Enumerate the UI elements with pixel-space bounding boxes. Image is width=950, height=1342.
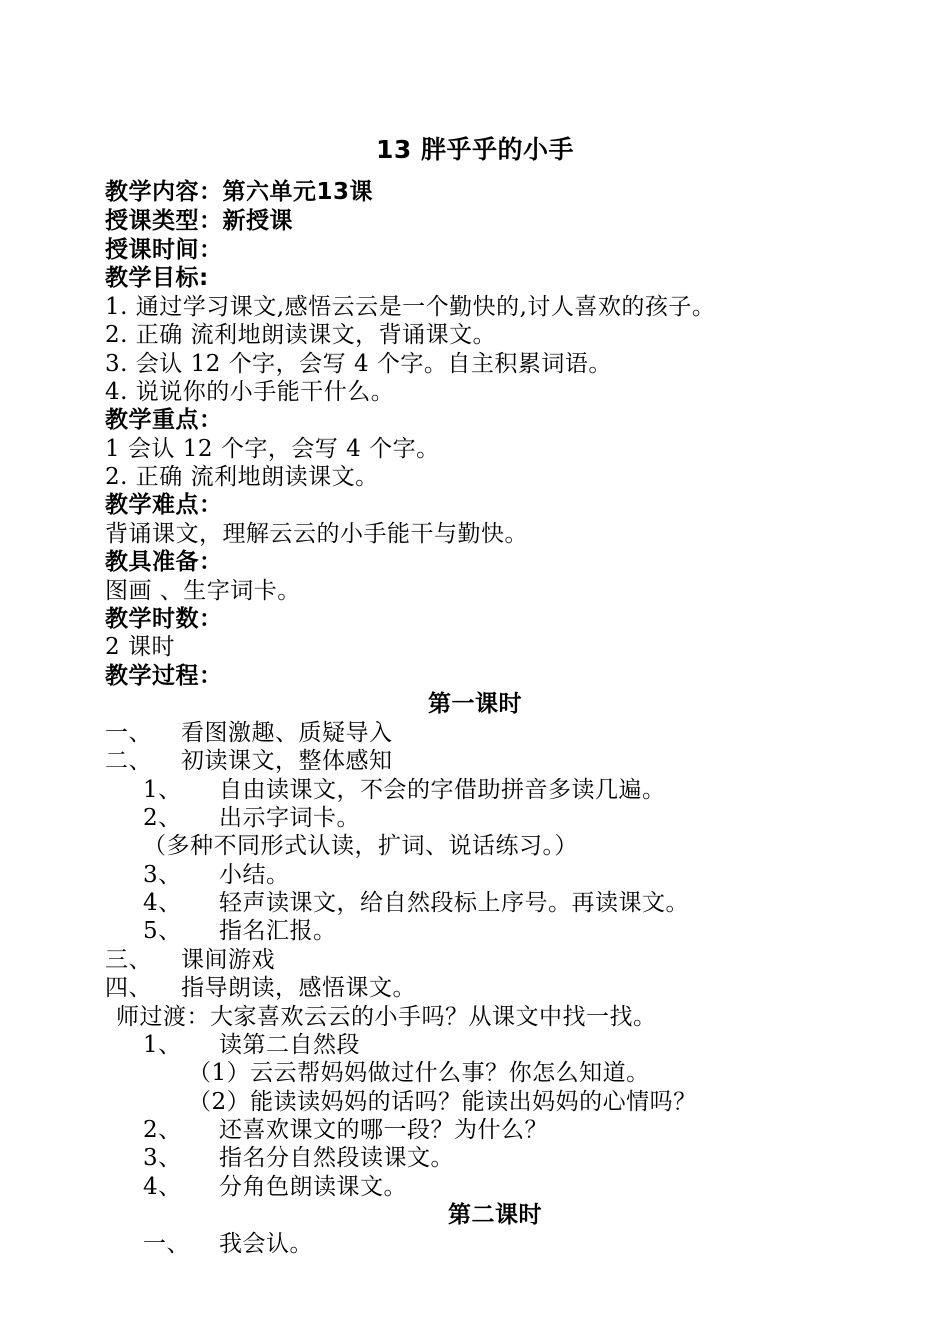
- item-text: 指名分自然段读课文。: [219, 1145, 454, 1171]
- step-text: 指导朗读，感悟课文。: [181, 975, 416, 1001]
- hours-text: 2 课时: [105, 634, 175, 660]
- content-value: 第六单元13课: [222, 179, 374, 205]
- list-item: [143, 861, 290, 889]
- step-number: 三、: [105, 947, 152, 973]
- step-text: 我会认。: [219, 1231, 313, 1257]
- lesson2-step: [143, 1230, 313, 1258]
- item-number: 4、: [143, 1174, 182, 1200]
- list-item: [143, 889, 689, 917]
- step-number: 四、: [105, 975, 152, 1001]
- item-number: 4、: [143, 890, 182, 916]
- list-item: [143, 1116, 548, 1144]
- lesson1-step: [105, 747, 393, 775]
- item-text: 轻声读课文，给自然段标上序号。再读课文。: [219, 890, 689, 916]
- lesson1-step: [105, 946, 275, 974]
- list-item: [143, 776, 666, 804]
- list-item: [143, 1031, 360, 1059]
- item-number: 1、: [143, 777, 182, 803]
- lesson1-step: [105, 974, 416, 1002]
- list-item: [143, 804, 360, 832]
- difficulty-label: 教学难点：: [105, 492, 223, 518]
- key-point-item: 1 会认 12 个字，会写 4 个字。: [105, 436, 440, 462]
- list-item: [143, 917, 337, 945]
- document-title: 13 胖乎乎的小手: [376, 135, 574, 164]
- step-text: 初读课文，整体感知: [181, 748, 393, 774]
- type-label: 授课类型：: [105, 208, 223, 234]
- item-number: 2、: [143, 805, 182, 831]
- tools-text: 图画 、生字词卡。: [105, 578, 301, 604]
- list-item: [143, 1144, 454, 1172]
- process-label: 教学过程：: [105, 663, 223, 689]
- list-note: （多种不同形式认读，扩词、说话练习。）: [143, 833, 578, 859]
- list-item: [143, 1173, 407, 1201]
- step-text: 看图激趣、质疑导入: [181, 720, 393, 746]
- difficulty-text: 背诵课文，理解云云的小手能干与勤快。: [105, 521, 528, 547]
- item-text: 出示字词卡。: [219, 805, 360, 831]
- step-text: 课间游戏: [181, 947, 275, 973]
- sub-item: （1）云云帮妈妈做过什么事？你怎么知道。: [188, 1060, 650, 1086]
- item-text: 自由读课文，不会的字借助拼音多读几遍。: [219, 777, 666, 803]
- step-number: 二、: [105, 748, 152, 774]
- goal-item: 3. 会认 12 个字，会写 4 个字。自主积累词语。: [105, 351, 612, 377]
- lesson2-heading: 第二课时: [448, 1202, 542, 1228]
- step-number: 一、: [105, 720, 152, 746]
- item-number: 2、: [143, 1117, 182, 1143]
- transition-text: 师过渡：大家喜欢云云的小手吗？从课文中找一找。: [116, 1004, 657, 1030]
- goal-item: 2. 正确 流利地朗读课文，背诵课文。: [105, 322, 497, 348]
- item-text: 读第二自然段: [219, 1032, 360, 1058]
- time-label: 授课时间：: [105, 237, 223, 263]
- key-points-label: 教学重点：: [105, 407, 223, 433]
- step-number: 一、: [143, 1231, 190, 1257]
- item-text: 小结。: [219, 862, 290, 888]
- type-value: 新授课: [222, 208, 293, 234]
- item-text: 还喜欢课文的哪一段？为什么？: [219, 1117, 548, 1143]
- item-number: 1、: [143, 1032, 182, 1058]
- item-text: 分角色朗读课文。: [219, 1174, 407, 1200]
- hours-label: 教学时数：: [105, 606, 223, 632]
- tools-label: 教具准备：: [105, 549, 223, 575]
- sub-item: （2）能读读妈妈的话吗？能读出妈妈的心情吗？: [188, 1089, 697, 1115]
- content-label: 教学内容：: [105, 179, 223, 205]
- item-number: 3、: [143, 862, 182, 888]
- lesson1-step: [105, 719, 393, 747]
- goal-item: 1. 通过学习课文,感悟云云是一个勤快的,讨人喜欢的孩子。: [105, 294, 716, 320]
- item-number: 5、: [143, 918, 182, 944]
- type-row: [105, 207, 293, 235]
- item-text: 指名汇报。: [219, 918, 337, 944]
- goals-label: 教学目标:: [105, 265, 209, 291]
- key-point-item: 2. 正确 流利地朗读课文。: [105, 464, 379, 490]
- lesson1-heading: 第一课时: [428, 691, 522, 717]
- content-row: [105, 178, 373, 206]
- item-number: 3、: [143, 1145, 182, 1171]
- goal-item: 4. 说说你的小手能干什么。: [105, 379, 395, 405]
